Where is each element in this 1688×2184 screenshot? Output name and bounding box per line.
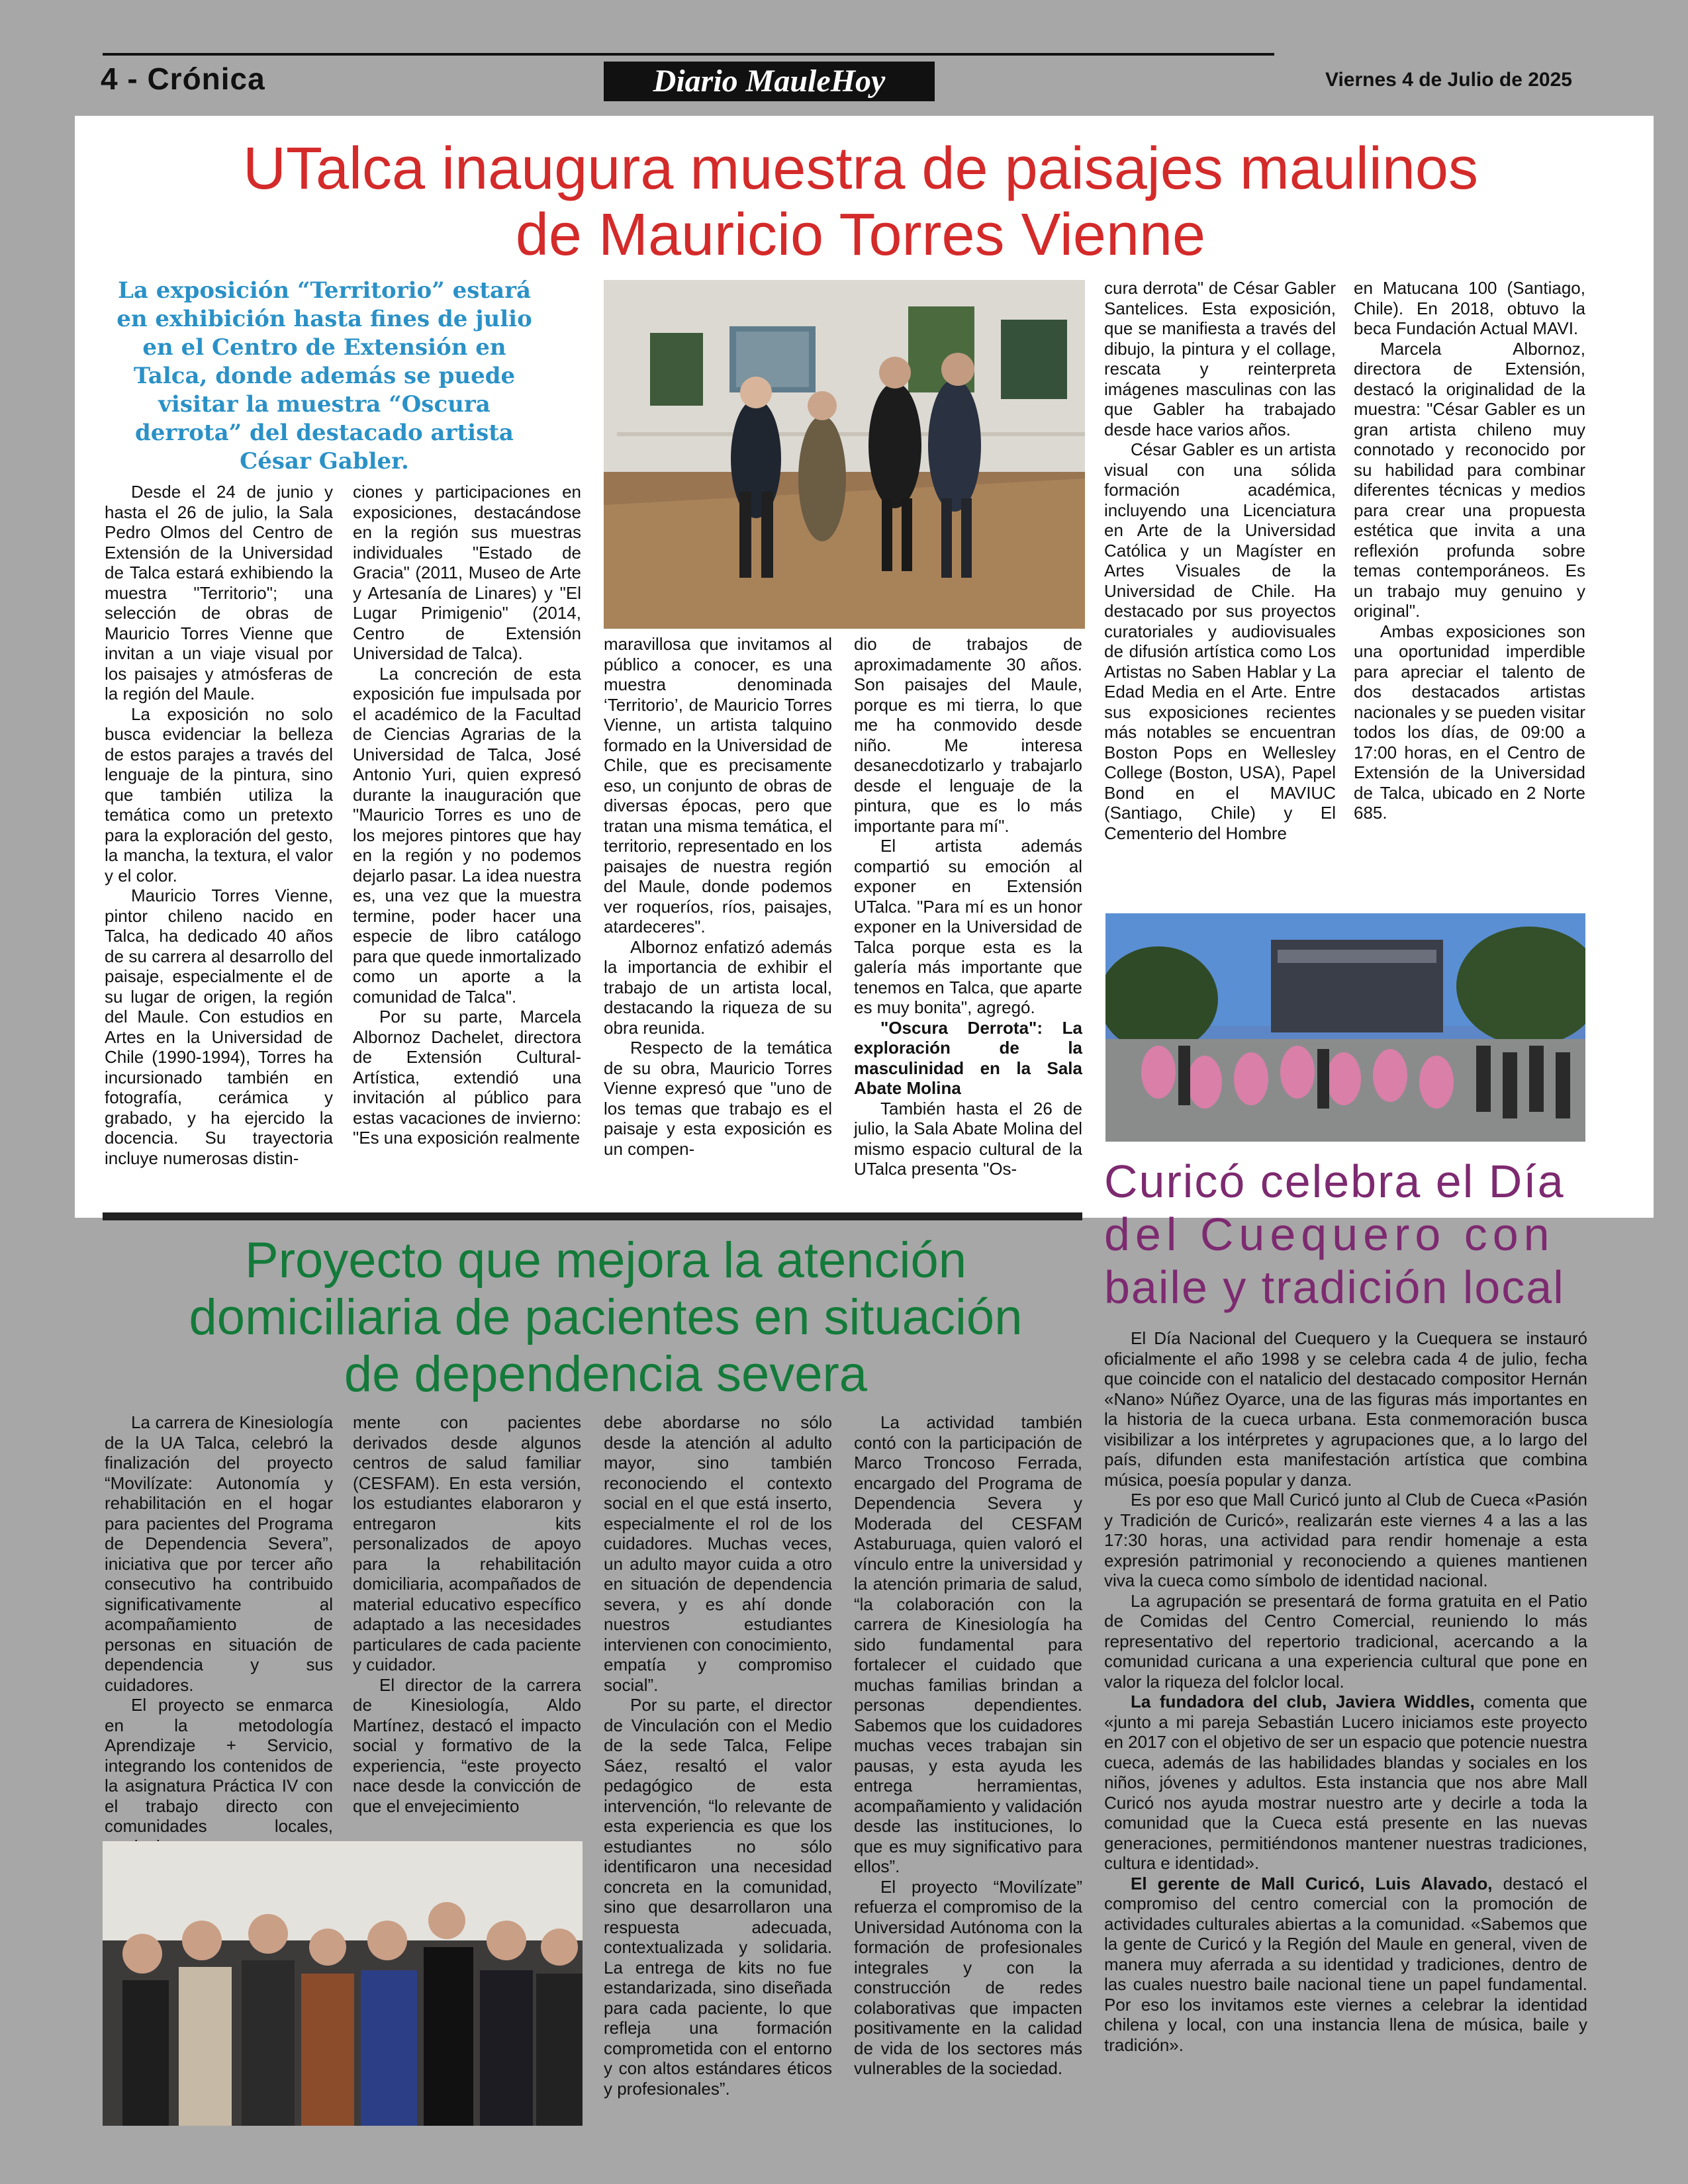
article2-title-line2: domiciliaria de pacientes en situación: [189, 1289, 1023, 1345]
paragraph: dio de trabajos de aproximadamente 30 años. Son paisajes del Maule, porque es mi tierra, lo que me ha conmovido desde niño. Me interesa desanecdotizarlo y trabajarlo desde el lenguaje de la pintura, que es lo más importante para mí".: [854, 634, 1082, 836]
paragraph: en Matucana 100 (Santiago, Chile). En 2018, obtuvo la beca Fundación Actual MAVI.: [1354, 278, 1585, 338]
article3-body: [1104, 1328, 1587, 2055]
paragraph: César Gabler es un artista visual con una sólida formación académica, incluyendo una Licenciatura en Arte de la Universidad Católica y un Magíster en Artes Visuales de la Universidad de Chile. Ha destacado por sus proyectos curatoriales y audiovisuales de difusión artística como Los Artistas no Saben Hablar y La Edad Media en el Arte. Entre sus exposiciones recientes más notables se encuentran Boston Pops en Wellesley College (Boston, USA), Papel Bond en el MAVIUC (Santiago, Chile) y El Cementerio del Hombre: [1104, 439, 1336, 843]
paragraph: La carrera de Kinesiología de la UA Talca, celebró la finalización del proyecto “Movilízate: Autonomía y rehabilitación en el hogar para pacientes del Programa de Dependencia Severa”, iniciativa que por tercer año consecutivo ha contribuido significativamente al acompañamiento de personas en situación de dependencia y sus cuidadores.: [105, 1412, 333, 1695]
paragraph: La concreción de esta exposición fue impulsada por el académico de la Facultad de Ciencias Agrarias de la Universidad de Talca, José Antonio Yuri, quien expresó durante la inauguración que "Mauricio Torres es uno de los mejores pintores que hay en la región y no podemos dejarlo pasar. La idea nuestra es, una vez que la muestra termine, poder hacer una especie de libro catálogo para que quede inmortalizado como un aporte a la comunidad de Talca".: [353, 663, 581, 1007]
paragraph: Desde el 24 de junio y hasta el 26 de julio, la Sala Pedro Olmos del Centro de Extensión de la Universidad de Talca estará exhibiendo la muestra "Territorio"; una selección de obras de Mauricio Torres Vienne que invitan a un viaje visual por los paisajes y atmósferas de la región del Maule.: [105, 482, 333, 704]
group-photo: [103, 1841, 583, 2126]
paragraph: [1104, 1874, 1587, 2056]
paragraph: La exposición no solo busca evidenciar la belleza de estos parajes a través del lenguaje de la pintura, sino que también utiliza la temática como un pretexto para la exploración del gesto, la mancha, la textura, el valor y el color.: [105, 704, 333, 886]
paragraph: El proyecto “Movilízate” refuerza el compromiso de la Universidad Autónoma con la formación de profesionales integrales y con la construcción de redes colaborativas que impacten positivamente en la calidad de vida de los sectores más vulnerables de la sociedad.: [854, 1876, 1082, 2078]
paragraph: cura derrota" de César Gabler Santelices. Esta exposición, que se manifiesta a través del dibujo, la pintura y el collage, rescata y reinterpreta imágenes masculinas con las que Gabler ha trabajado desde hace varios años.: [1104, 278, 1336, 439]
masthead-logo: Diario MauleHoy: [604, 62, 935, 101]
article3-title-line2: del Cuequero con: [1104, 1208, 1555, 1260]
article1-lead: La exposición “Territorio” estará en exhibición hasta fines de julio en el Centro de Extensión en Talca, donde además se puede visitar la muestra “Oscura derrota” del destacado artista César Gabler.: [117, 277, 532, 475]
paragraph: El artista además compartió su emoción al exponer en Extensión UTalca. "Para mí es un honor exponer en la Universidad de Talca porque esta es la galería más importante que tenemos en Talca, que aparte es muy bonita", agregó.: [854, 836, 1082, 1017]
article2-title-line3: de dependencia severa: [344, 1346, 868, 1402]
paragraph: [1104, 1692, 1587, 1874]
paragraph-text: destacó el compromiso del centro comercial con la promoción de actividades culturales abiertas a la comunidad. «Sabemos que la gente de Curicó y la Región del Maule en general, viven de manera muy aferrada a su identidad y tradiciones, dentro de las cuales nuestro baile nacional tiene un papel fundamental. Por eso los invitamos este viernes a celebrar la identidad chilena y local, con una instancia llena de música, baile y tradición».: [1104, 1873, 1588, 2055]
article2-column-3: [604, 1412, 832, 2099]
paragraph-text: comenta que «junto a mi pareja Sebastián Lucero iniciamos este proyecto en 2017 con el objetivo de ser un espacio que potencie nuestra cueca, además de las habilidades blandas y sociales en los niños, jóvenes y adultos. Esta instancia que nos abre Mall Curicó nos ayuda mostrar nuestro arte y decirle a toda la comunidad que la Cueca está presente en las nuevas generaciones, permitiéndonos mantener nuestras tradiciones, cultura e identidad».: [1104, 1692, 1587, 1873]
paragraph: Es por eso que Mall Curicó junto al Club de Cueca «Pasión y Tradición de Curicó», realizarán este viernes 4 a las a las 17:30 horas, una actividad para rendir homenaje a esta expresión patrimonial y reconociendo a quienes mantienen viva la cueca como símbolo de identidad nacional.: [1104, 1490, 1587, 1590]
paragraph: Albornoz enfatizó además la importancia de exhibir el trabajo de un artista local, destacando la riqueza de su obra reunida.: [604, 936, 832, 1038]
article3-title: [1104, 1155, 1594, 1314]
issue-date: Viernes 4 de Julio de 2025: [1325, 69, 1572, 91]
paragraph: Ambas exposiciones son una oportunidad imperdible para apreciar el talento de dos destacados artistas nacionales y se pueden visitar todos los días, de 09:00 a 17:00 horas, en el Centro de Extensión de la Universidad de Talca, ubicado en 2 Norte 685.: [1354, 621, 1585, 823]
bold-lead: El gerente de Mall Curicó, Luis Alavado,: [1131, 1873, 1493, 1893]
article1-title-line2: de Mauricio Torres Vienne: [515, 202, 1206, 268]
gallery-photo: [604, 280, 1085, 629]
bold-lead: La fundadora del club, Javiera Widdles,: [1131, 1692, 1475, 1711]
article1-column-3: [604, 634, 832, 1159]
paragraph: También hasta el 26 de julio, la Sala Abate Molina del mismo espacio cultural de la UTalca presenta "Os-: [854, 1098, 1082, 1179]
article1-column-1: [105, 482, 333, 1168]
article1-title: [132, 136, 1589, 268]
article1-column-2: [353, 482, 581, 1148]
section-divider: [103, 1212, 1082, 1220]
article2-column-4: [854, 1412, 1082, 2079]
paragraph: mente con pacientes derivados desde algunos centros de salud familiar (CESFAM). En esta versión, los estudiantes elaboraron y entregaron kits personalizados de apoyo para la rehabilitación domiciliaria, acompañados de material educativo específico adaptado a las necesidades particulares de cada paciente y cuidador.: [353, 1412, 581, 1674]
article1-column-6: [1354, 278, 1585, 823]
article1-column-5: [1104, 278, 1336, 843]
article3-title-line3: baile y tradición local: [1104, 1261, 1565, 1313]
paragraph: Mauricio Torres Vienne, pintor chileno nacido en Talca, ha dedicado 40 años de su carrera al desarrollo del paisaje, especialmente el de su lugar de origen, la región del Maule. Con estudios en Artes en la Universidad de Chile (1990-1994), Torres ha incursionado también en fotografía, cerámica y grabado, y ha ejercido la docencia. Su trayectoria incluye numerosas distin-: [105, 886, 333, 1168]
article1-column-4: [854, 634, 1082, 1179]
paragraph: El Día Nacional del Cuequero y la Cuequera se instauró oficialmente el año 1998 y se celebra cada 4 de julio, fecha que coincide con el natalicio del destacado compositor Hernán «Nano» Núñez Oyarce, una de las figuras más importantes en la historia de la cueca urbana. Esta conmemoración busca visibilizar a los intérpretes y agrupaciones que, a lo largo del país, difunden esta manifestación artística que combina música, poesía popular y danza.: [1104, 1328, 1587, 1490]
paragraph: Respecto de la temática de su obra, Mauricio Torres Vienne expresó que "uno de los temas que trabajo es el paisaje y esta exposición es un compen-: [604, 1038, 832, 1159]
paragraph: La actividad también contó con la participación de Marco Troncoso Ferrada, encargado del Programa de Dependencia Severa y Moderada del CESFAM Astaburuaga, quien valoró el vínculo entre la universidad y la atención primaria de salud, “la colaboración con la carrera de Kinesiología ha sido fundamental para fortalecer el cuidado que muchas familias brindan a personas dependientes. Sabemos que los cuidadores muchas veces trabajan sin pausas, y esta ayuda les entrega herramientas, acompañamiento y validación desde las instituciones, lo que es muy significativo para ellos”.: [854, 1412, 1082, 1876]
article2-title: [99, 1232, 1112, 1403]
paragraph: ciones y participaciones en exposiciones, destacándose en la región sus muestras individuales "Estado de Gracia" (2011, Museo de Arte y Artesanía de Linares) y "El Lugar Primigenio" (2014, Centro de Extensión Universidad de Talca).: [353, 482, 581, 663]
article2-title-line1: Proyecto que mejora la atención: [245, 1232, 966, 1289]
article1-title-line1: UTalca inaugura muestra de paisajes maulinos: [242, 136, 1478, 202]
paragraph: maravillosa que invitamos al público a conocer, es una muestra denominada ‘Territorio’, de Mauricio Torres Vienne, un artista talquino formado en la Universidad de Chile, que es precisamente eso, un conjunto de obras de diversas épocas, pero que tratan una misma temática, el territorio, representado en los paisajes de nuestra región del Maule, donde podemos ver roqueríos, ríos, paisajes, atardeceres".: [604, 634, 832, 936]
paragraph: Marcela Albornoz, directora de Extensión, destacó la originalidad de la muestra: "César Gabler es un gran artista chileno muy connotado y reconocido por su habilidad para combinar diferentes técnicas y medios para crear una propuesta estética que invita a una reflexión profunda sobre temas contemporáneos. Es un trabajo muy genuino y original".: [1354, 338, 1585, 621]
paragraph: debe abordarse no sólo desde la atención al adulto mayor, sino también reconociendo el contexto social en el que está inserto, especialmente el rol de los cuidadores. Muchas veces, un adulto mayor cuida a otro en situación de dependencia severa, y es ahí donde nuestros estudiantes intervienen con conocimiento, empatía y compromiso social”.: [604, 1412, 832, 1695]
section-label: 4 - Crónica: [101, 62, 265, 96]
paragraph: Por su parte, Marcela Albornoz Dachelet, directora de Extensión Cultural-Artística, extendió una invitación al público para estas vacaciones de invierno: "Es una exposición realmente: [353, 1007, 581, 1148]
paragraph: Por su parte, el director de Vinculación con el Medio de la sede Talca, Felipe Sáez, resaltó el valor pedagógico de esta intervención, “lo relevante de esta experiencia es que los estudiantes no sólo identificaron una necesidad concreta en la comunidad, sino que desarrollaron una respuesta adecuada, contextualizada y solidaria. La entrega de kits no fue estandarizada, sino diseñada para cada paciente, lo que refleja una formación comprometida con el entorno y con altos estándares éticos y profesionales”.: [604, 1695, 832, 2099]
paragraph: El proyecto se enmarca en la metodología Aprendizaje + Servicio, integrando los contenidos de la asignatura Práctica IV con el trabajo directo con comunidades locales,: [105, 1695, 333, 1836]
article2-column-1: [105, 1412, 333, 1856]
subheading: "Oscura Derrota": La exploración de la masculinidad en la Sala Abate Molina: [854, 1017, 1082, 1098]
paragraph: La agrupación se presentará de forma gratuita en el Patio de Comidas del Centro Comercial, reuniendo lo más representativo del repertorio tradicional, acercando a la comunidad curicana a una experiencia cultural que pone en valor la riqueza del folclor local.: [1104, 1590, 1587, 1692]
article2-column-2: [353, 1412, 581, 1816]
paragraph: El director de la carrera de Kinesiología, Aldo Martínez, destacó el impacto social y formativo de la experiencia, “este proyecto nace desde la convicción de que el envejecimiento: [353, 1674, 581, 1816]
article3-title-line1: Curicó celebra el Día: [1104, 1156, 1565, 1207]
header-rule: [103, 53, 1274, 56]
cueca-dance-photo: [1105, 913, 1585, 1142]
